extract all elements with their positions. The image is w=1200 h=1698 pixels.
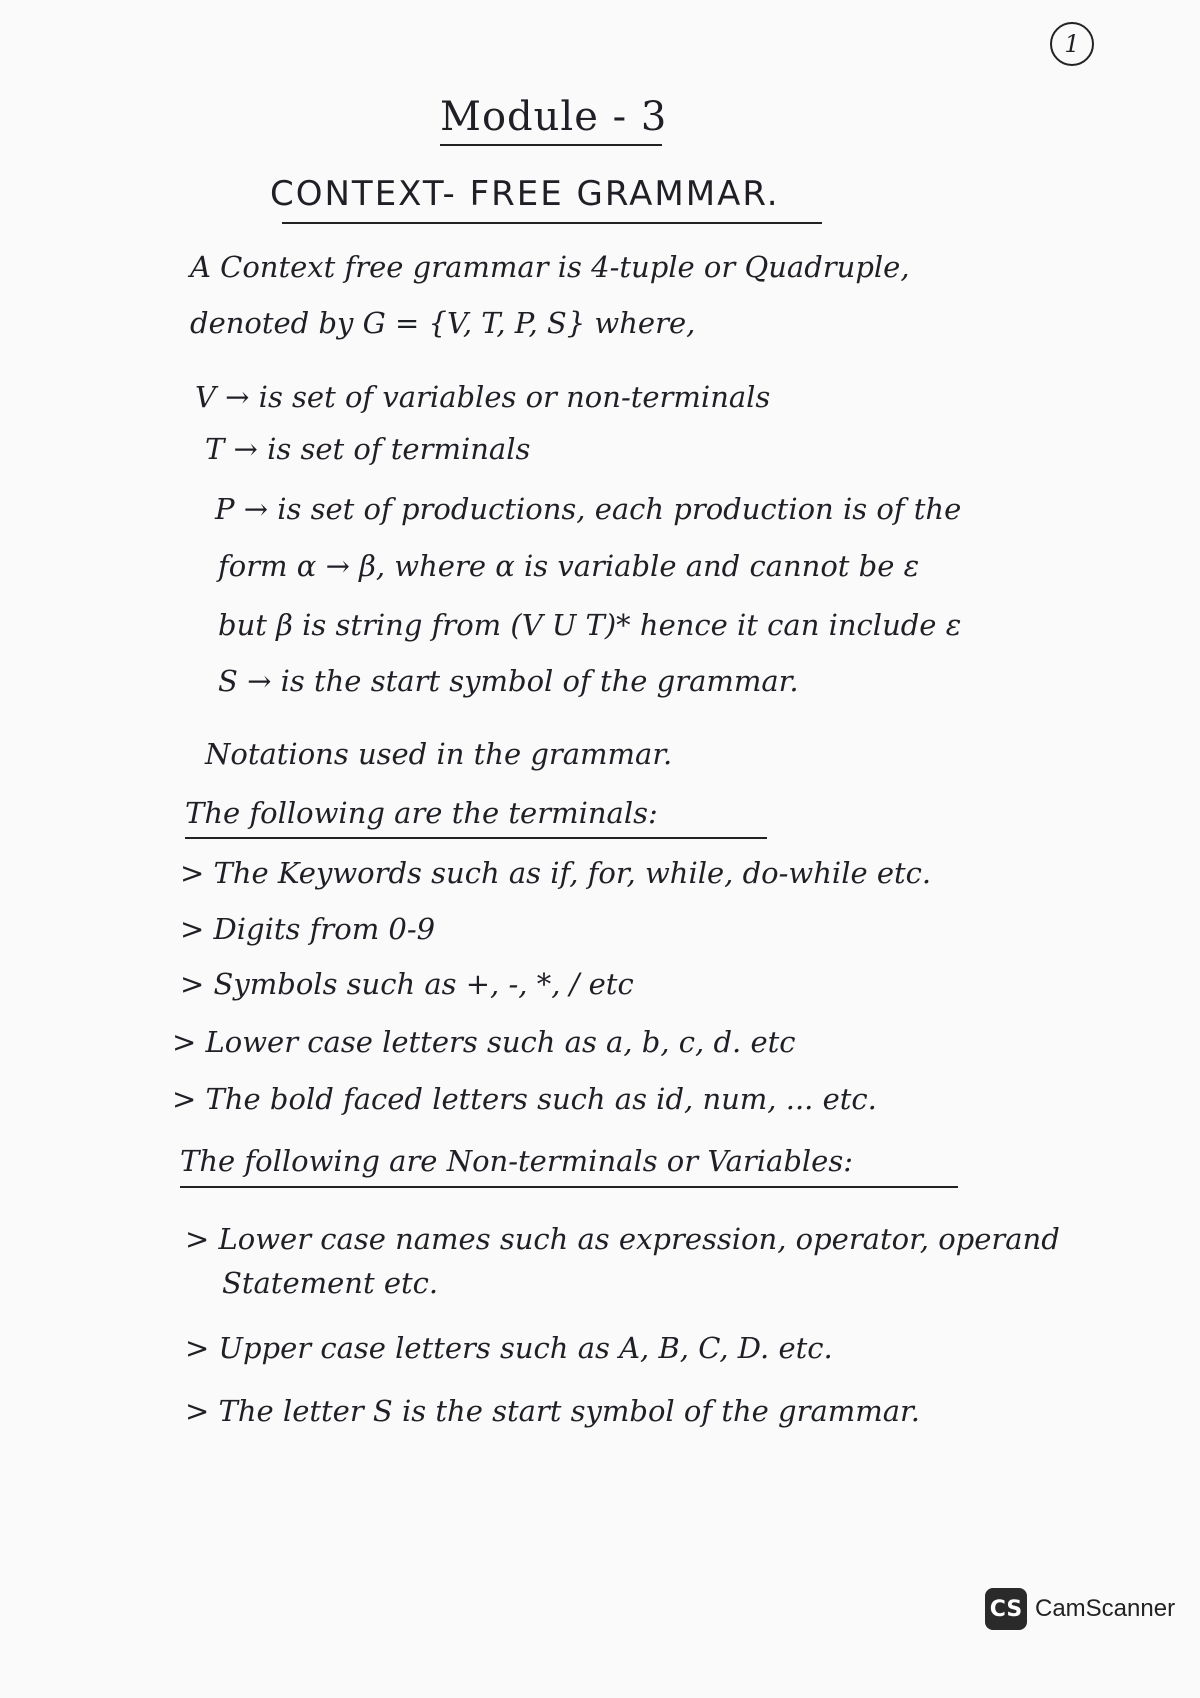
definition-v: V → is set of variables or non-terminals bbox=[195, 380, 771, 414]
definition-p-form: form α → β, where α is variable and cannot be ε bbox=[218, 549, 920, 583]
heading-underline bbox=[282, 222, 822, 224]
module-title: Module - 3 bbox=[440, 94, 668, 140]
nonterminal-item-uppercase: > Upper case letters such as A, B, C, D. etc. bbox=[185, 1331, 833, 1365]
nonterminals-heading: The following are Non-terminals or Variables: bbox=[180, 1144, 853, 1178]
intro-line-1: A Context free grammar is 4-tuple or Quadruple, bbox=[190, 250, 910, 284]
definition-t: T → is set of terminals bbox=[205, 432, 531, 466]
nonterminal-item-start-symbol: > The letter S is the start symbol of the grammar. bbox=[185, 1394, 920, 1428]
terminal-item-bold: > The bold faced letters such as id, num, ... etc. bbox=[172, 1082, 877, 1116]
nonterminal-item-names: > Lower case names such as expression, operator, operand bbox=[185, 1222, 1060, 1256]
camscanner-watermark bbox=[985, 1588, 1175, 1630]
intro-line-2: denoted by G = {V, T, P, S} where, bbox=[190, 306, 696, 340]
page-number: 1 bbox=[1050, 22, 1094, 66]
terminals-heading: The following are the terminals: bbox=[185, 796, 658, 830]
terminals-heading-underline bbox=[185, 837, 767, 839]
definition-p: P → is set of productions, each production is of the bbox=[215, 492, 962, 526]
terminal-item-digits: > Digits from 0-9 bbox=[180, 912, 436, 946]
terminal-item-keywords: > The Keywords such as if, for, while, do-while etc. bbox=[180, 856, 932, 890]
nonterminal-item-names-cont: Statement etc. bbox=[222, 1266, 439, 1300]
section-heading: CONTEXT- FREE GRAMMAR. bbox=[270, 174, 780, 214]
nonterminals-heading-underline bbox=[180, 1186, 958, 1188]
title-underline bbox=[440, 144, 662, 146]
camscanner-brand: CamScanner bbox=[1035, 1595, 1176, 1622]
definition-s: S → is the start symbol of the grammar. bbox=[218, 664, 799, 698]
camscanner-logo-icon: CS bbox=[985, 1588, 1027, 1630]
definition-p-string: but β is string from (V U T)* hence it can include ε bbox=[218, 608, 962, 642]
notations-heading: Notations used in the grammar. bbox=[205, 737, 673, 771]
terminal-item-symbols: > Symbols such as +, -, *, / etc bbox=[180, 967, 634, 1001]
terminal-item-lowercase: > Lower case letters such as a, b, c, d. etc bbox=[172, 1025, 796, 1059]
